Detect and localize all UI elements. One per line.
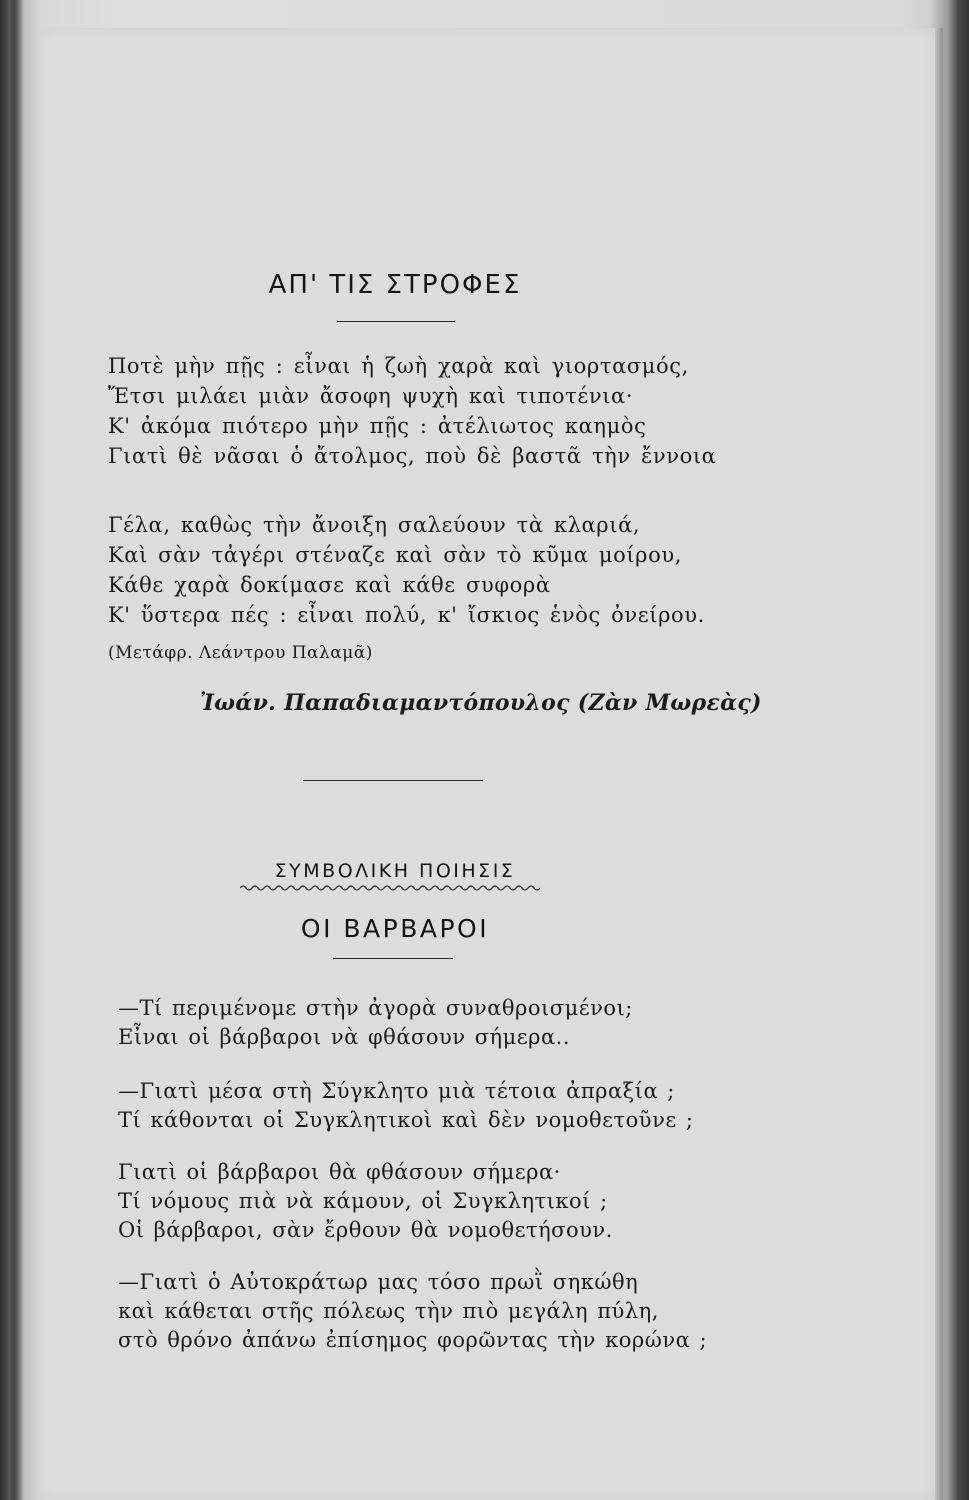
verse-line: Καὶ σὰν τἀγέρι στέναζε καὶ σὰν τὸ κῦμα μοίρου,: [108, 543, 682, 567]
verse-line: —Γιατὶ μέσα στὴ Σύγκλητο μιὰ τέτοια ἀπραξία ;: [118, 1079, 675, 1103]
varvaroi-stanza-2: [118, 1077, 693, 1135]
poem-title-varvaroi: ΟΙ ΒΑΡΒΑΡΟΙ: [300, 914, 490, 943]
title-underline: [337, 321, 455, 322]
verse-line: Γιατὶ θὲ νᾶσαι ὁ ἄτολμος, ποὺ δὲ βαστᾶ τὴν ἔννοια: [108, 444, 717, 468]
section-divider: [303, 780, 483, 781]
verse-line: —Γιατὶ ὁ Αὐτοκράτωρ μας τόσο πρωῒ σηκώθη: [118, 1270, 639, 1294]
poem-author: Ἰωάν. Παπαδιαμαντόπουλος (Ζὰν Μωρεὰς): [200, 690, 762, 716]
verse-line: Ποτὲ μὴν πῇς : εἶναι ἡ ζωὴ χαρὰ καὶ γιορτασμός,: [108, 354, 689, 378]
strofes-stanza-2: [108, 510, 705, 630]
verse-line: Κάθε χαρὰ δοκίμασε καὶ κάθε συφορὰ: [108, 573, 551, 597]
verse-line: στὸ θρόνο ἀπάνω ἐπίσημος φορῶντας τὴν κορώνα ;: [118, 1328, 708, 1352]
verse-line: Ἔτσι μιλάει μιὰν ἄσοφη ψυχὴ καὶ τιποτένια·: [108, 384, 634, 408]
title-underline: [333, 958, 453, 959]
verse-line: Γιατὶ οἱ βάρβαροι θὰ φθάσουν σήμερα·: [118, 1160, 561, 1184]
verse-line: Οἱ βάρβαροι, σὰν ἔρθουν θὰ νομοθετήσουν.: [118, 1218, 613, 1242]
poem-title-strofes: ΑΠ' ΤΙΣ ΣΤΡΟΦΕΣ: [268, 270, 522, 300]
verse-line: Κ' ὕστερα πές : εἶναι πολύ, κ' ἴσκιος ἑνὸς ὀνείρου.: [108, 603, 705, 627]
verse-line: καὶ κάθεται στῆς πόλεως τὴν πιὸ μεγάλη πύλη,: [118, 1299, 659, 1323]
section-heading-symvoliki: ΣΥΜΒΟΛΙΚΗ ΠΟΙΗΣΙΣ: [274, 860, 516, 882]
verse-line: —Τί περιμένομε στὴν ἀγορὰ συναθροισμένοι;: [118, 996, 633, 1020]
translator-credit: (Μετάφρ. Λεάντρου Παλαμᾶ): [108, 643, 373, 663]
verse-line: Κ' ἀκόμα πιότερο μὴν πῇς : ἀτέλιωτος καημὸς: [108, 414, 647, 438]
verse-line: Τί νόμους πιὰ νὰ κάμουν, οἱ Συγκλητικοί ;: [118, 1189, 608, 1213]
verse-line: Τί κάθονται οἱ Συγκλητικοὶ καὶ δὲν νομοθετοῦνε ;: [118, 1108, 694, 1132]
wavy-underline: [240, 884, 540, 892]
varvaroi-stanza-3: [118, 1158, 613, 1245]
varvaroi-stanza-4: [118, 1268, 707, 1355]
varvaroi-stanza-1: [118, 994, 633, 1052]
verse-line: Γέλα, καθὼς τὴν ἄνοιξη σαλεύουν τὰ κλαριά,: [108, 513, 641, 537]
verse-line: Εἶναι οἱ βάρβαροι νὰ φθάσουν σήμερα..: [118, 1025, 571, 1049]
strofes-stanza-1: [108, 351, 716, 471]
